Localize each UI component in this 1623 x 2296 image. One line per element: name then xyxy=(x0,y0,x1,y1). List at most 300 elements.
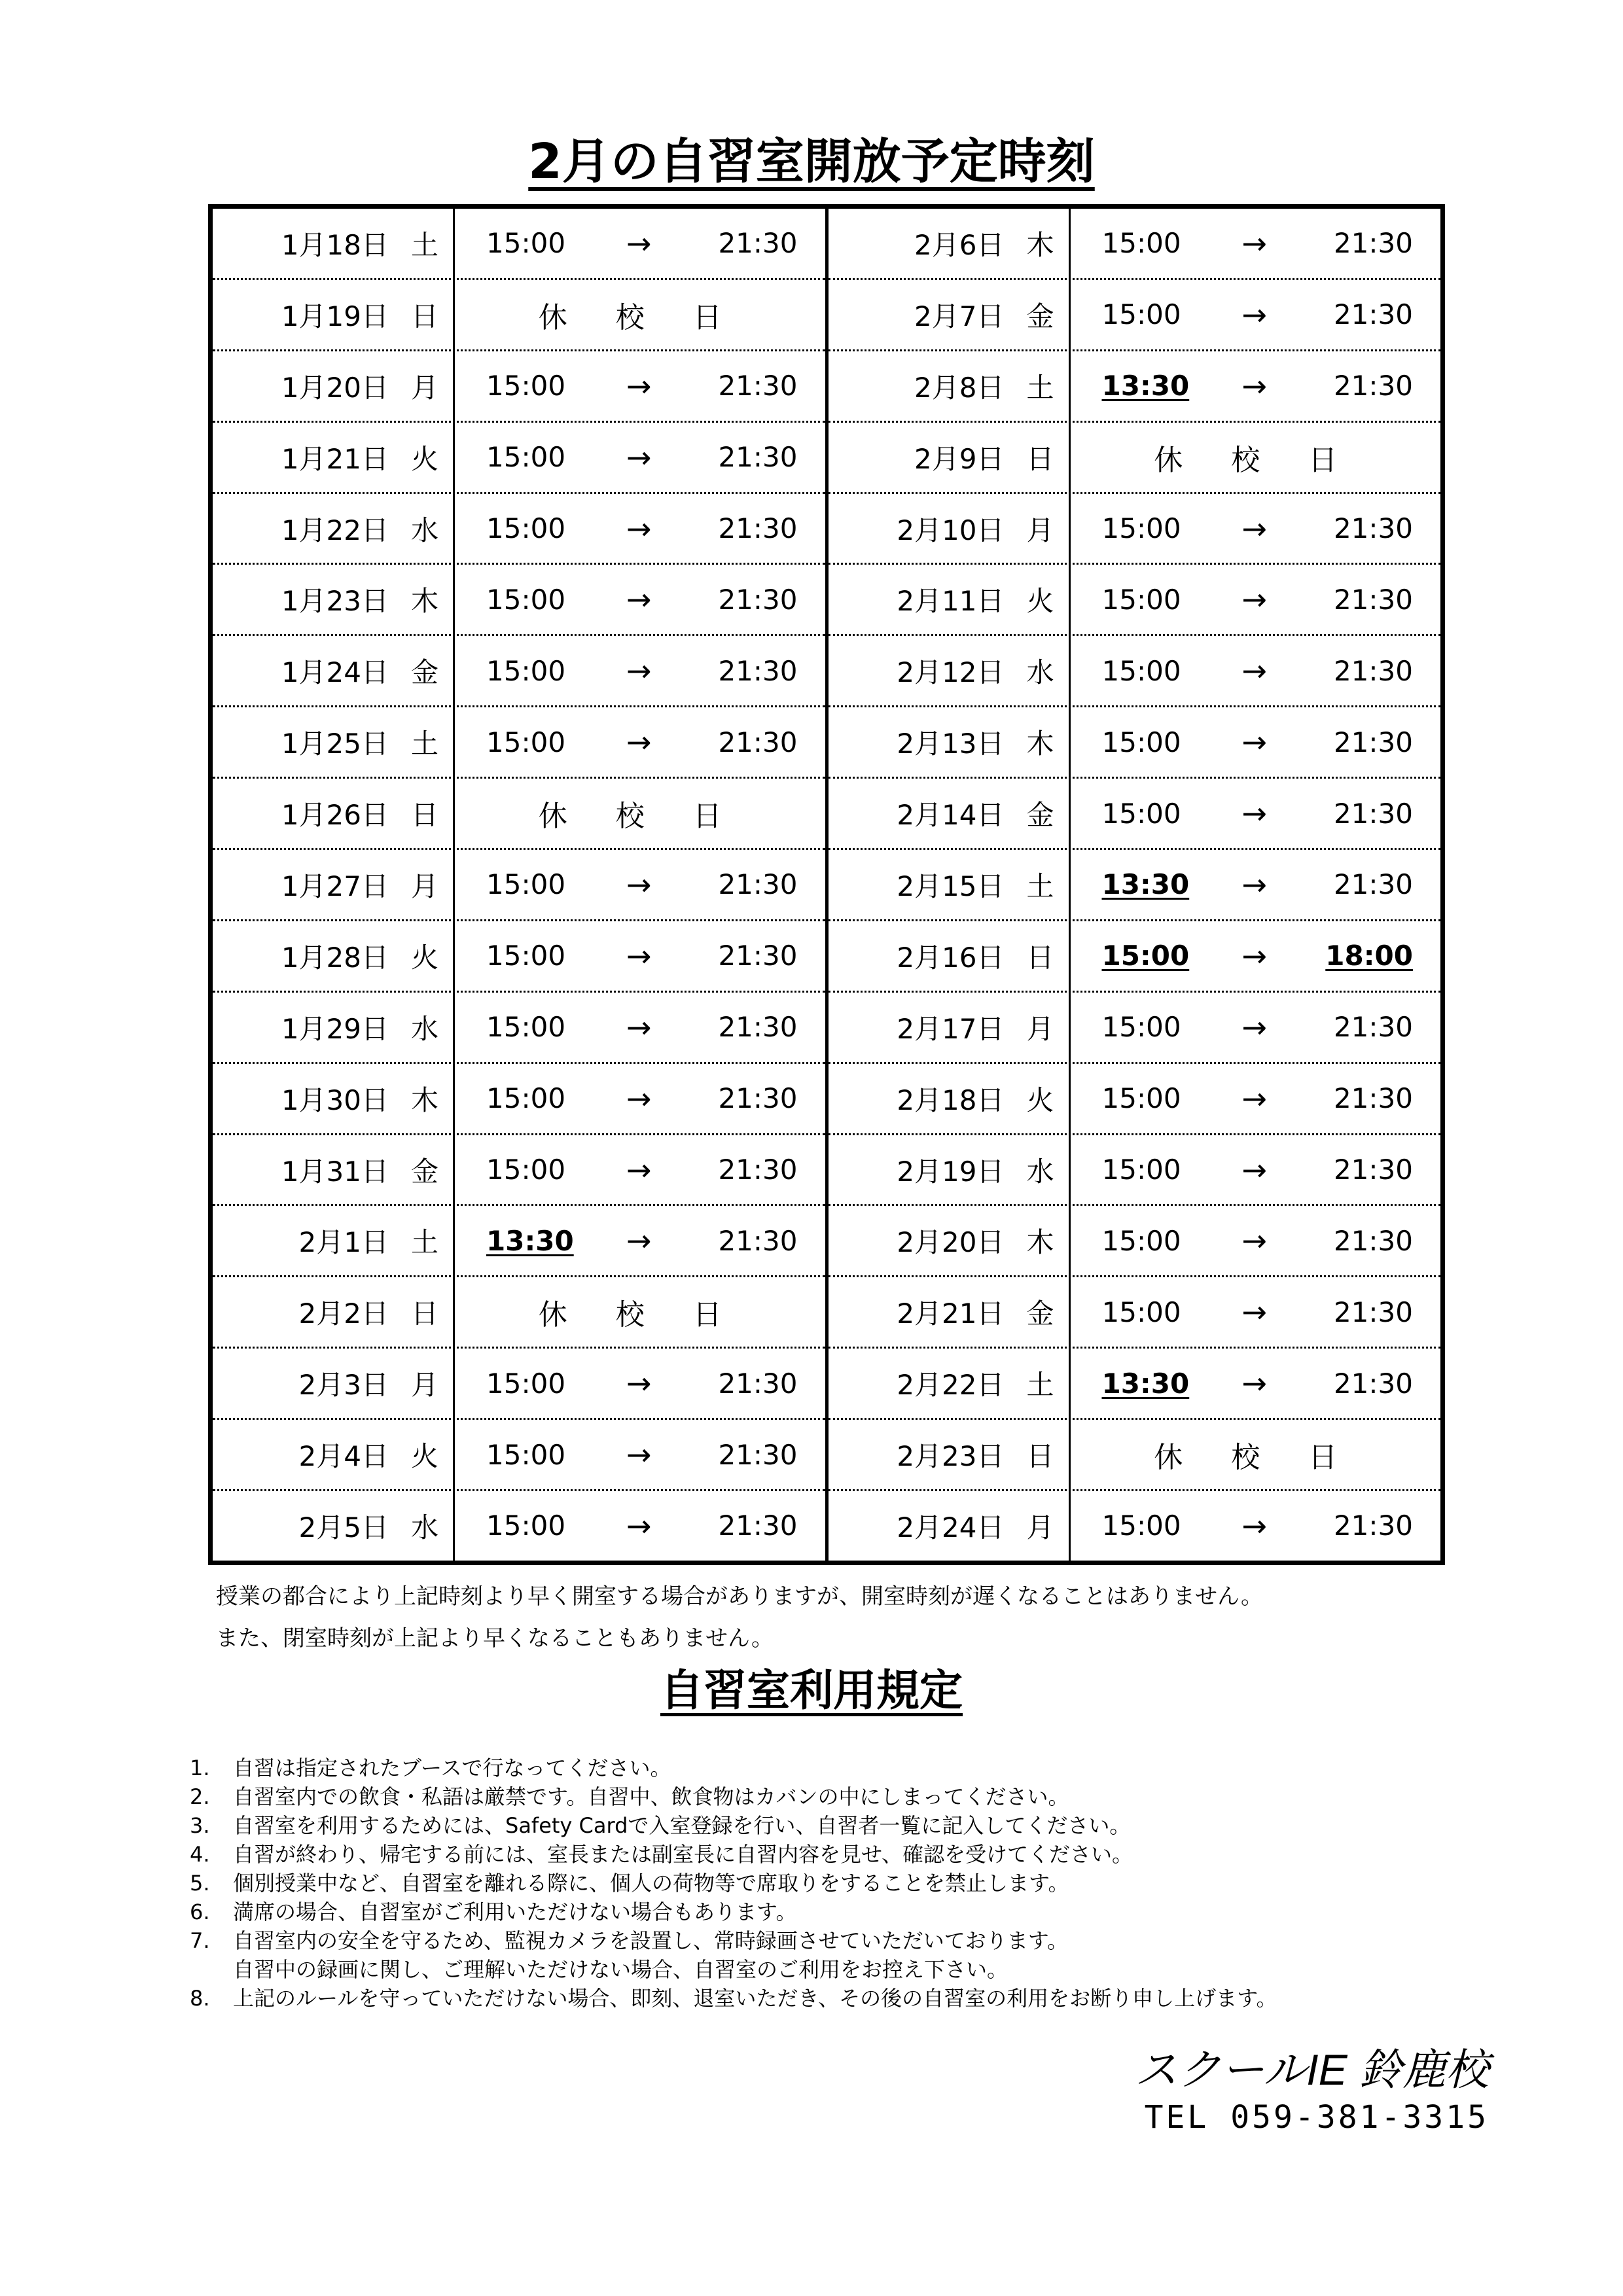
date-cell xyxy=(829,993,1071,1062)
open-time: 15:00 xyxy=(1101,1296,1181,1328)
weekday-label: 火 xyxy=(1026,585,1054,618)
time-cell xyxy=(455,1064,825,1133)
open-time: 13:30 xyxy=(1101,1367,1190,1400)
close-time: 21:30 xyxy=(718,1154,798,1186)
open-time: 15:00 xyxy=(486,940,566,972)
time-cell xyxy=(455,1206,825,1275)
time-cell xyxy=(1071,565,1441,634)
date-cell xyxy=(213,779,455,848)
arrow-right-icon: → xyxy=(626,225,652,261)
weekday-label: 木 xyxy=(1026,1226,1054,1259)
date-label: 1月18日 xyxy=(281,228,389,261)
date-label: 2月1日 xyxy=(298,1226,389,1259)
closed-label: 休 校 日 xyxy=(538,1298,741,1332)
schedule-row xyxy=(829,1420,1441,1491)
arrow-right-icon: → xyxy=(626,368,652,404)
rule-item: 7. 自習室内の安全を守るため、監視カメラを設置し、常時録画させていただいております。 xyxy=(190,1928,1069,1953)
arrow-right-icon: → xyxy=(1241,1508,1268,1544)
weekday-label: 土 xyxy=(410,1226,438,1259)
arrow-right-icon: → xyxy=(1241,582,1268,618)
arrow-right-icon: → xyxy=(1241,368,1268,404)
time-cell xyxy=(455,636,825,705)
date-cell xyxy=(829,565,1071,634)
open-time: 15:00 xyxy=(486,227,566,260)
time-cell xyxy=(455,707,825,777)
date-cell xyxy=(829,779,1071,848)
arrow-right-icon: → xyxy=(626,653,652,689)
close-time: 21:30 xyxy=(1333,512,1413,544)
arrow-right-icon: → xyxy=(1241,1366,1268,1402)
schedule-row xyxy=(213,1135,825,1207)
date-cell xyxy=(213,565,455,634)
weekday-label: 土 xyxy=(1026,1369,1054,1402)
weekday-label: 金 xyxy=(1026,799,1054,832)
schedule-row xyxy=(213,707,825,779)
schedule-row xyxy=(829,707,1441,779)
close-time: 21:30 xyxy=(718,1011,798,1044)
date-label: 2月21日 xyxy=(897,1298,1005,1330)
date-label: 1月28日 xyxy=(281,941,389,974)
closed-label: 休 校 日 xyxy=(538,800,741,834)
arrow-right-icon: → xyxy=(626,1009,652,1045)
open-time: 15:00 xyxy=(1101,1082,1181,1115)
open-time: 15:00 xyxy=(486,370,566,402)
date-label: 2月23日 xyxy=(897,1440,1005,1473)
note-line: 授業の都合により上記時刻より早く開室する場合がありますが、開室時刻が遅くなることはありません。 xyxy=(216,1583,1264,1610)
schedule-row xyxy=(213,1491,825,1561)
time-cell xyxy=(1071,1135,1441,1205)
arrow-right-icon: → xyxy=(626,1152,652,1188)
schedule-row xyxy=(213,1064,825,1135)
arrow-right-icon: → xyxy=(1241,510,1268,546)
time-cell xyxy=(1071,1349,1441,1418)
schedule-row xyxy=(213,1420,825,1491)
close-time: 21:30 xyxy=(1333,654,1413,687)
close-time: 21:30 xyxy=(1333,1296,1413,1328)
open-time: 15:00 xyxy=(486,1438,566,1471)
close-time: 21:30 xyxy=(718,370,798,402)
schedule-notes xyxy=(216,1576,1263,1659)
weekday-label: 土 xyxy=(1026,371,1054,404)
date-label: 2月2日 xyxy=(298,1298,389,1330)
close-time: 21:30 xyxy=(1333,1082,1413,1115)
date-cell xyxy=(213,707,455,777)
date-label: 2月20日 xyxy=(897,1226,1005,1259)
arrow-right-icon: → xyxy=(626,1223,652,1259)
arrow-right-icon: → xyxy=(1241,938,1268,974)
schedule-row xyxy=(829,850,1441,921)
date-label: 1月19日 xyxy=(281,300,389,332)
closed-label: 休 校 日 xyxy=(1154,443,1357,477)
schedule-row xyxy=(829,1206,1441,1277)
schedule-row xyxy=(213,993,825,1064)
open-time: 15:00 xyxy=(1101,1510,1181,1542)
school-phone: TEL 059-381-3315 xyxy=(1144,2099,1489,2136)
time-cell xyxy=(1071,850,1441,919)
date-label: 2月17日 xyxy=(897,1012,1005,1045)
close-time: 21:30 xyxy=(718,1082,798,1115)
weekday-label: 土 xyxy=(1026,870,1054,902)
date-cell xyxy=(213,1491,455,1561)
date-cell xyxy=(213,351,455,421)
schedule-row xyxy=(213,1277,825,1349)
date-cell xyxy=(829,351,1071,421)
date-label: 2月8日 xyxy=(914,371,1005,404)
schedule-row xyxy=(829,779,1441,850)
open-time: 15:00 xyxy=(1101,298,1181,331)
weekday-label: 土 xyxy=(410,228,438,261)
weekday-label: 月 xyxy=(410,371,438,404)
time-cell xyxy=(1071,1491,1441,1561)
open-time: 15:00 xyxy=(486,583,566,616)
open-time: 15:00 xyxy=(1101,1224,1181,1257)
schedule-row xyxy=(829,423,1441,494)
weekday-label: 金 xyxy=(410,656,438,689)
arrow-right-icon: → xyxy=(1241,296,1268,332)
time-cell xyxy=(1071,1277,1441,1347)
open-time: 15:00 xyxy=(1101,227,1181,260)
schedule-row xyxy=(213,779,825,850)
time-cell xyxy=(455,1491,825,1561)
schedule-row xyxy=(213,1206,825,1277)
close-time: 21:30 xyxy=(1333,1367,1413,1400)
schedule-row xyxy=(213,636,825,707)
weekday-label: 木 xyxy=(1026,728,1054,760)
weekday-label: 日 xyxy=(410,799,438,832)
schedule-row xyxy=(213,850,825,921)
close-time: 21:30 xyxy=(718,1224,798,1257)
date-label: 2月3日 xyxy=(298,1369,389,1402)
schedule-row xyxy=(829,1064,1441,1135)
date-label: 2月13日 xyxy=(897,728,1005,760)
time-cell xyxy=(1071,993,1441,1062)
date-cell xyxy=(829,1420,1071,1489)
schedule-row xyxy=(213,494,825,565)
open-time: 15:00 xyxy=(1101,654,1181,687)
arrow-right-icon: → xyxy=(1241,653,1268,689)
arrow-right-icon: → xyxy=(1241,1080,1268,1116)
date-cell xyxy=(213,1277,455,1347)
date-cell xyxy=(213,1206,455,1275)
rule-item: 3. 自習室を利用するためには、Safety Cardで入室登録を行い、自習者一覧に記入してください。 xyxy=(190,1813,1131,1838)
open-time: 15:00 xyxy=(486,1367,566,1400)
schedule-row xyxy=(829,209,1441,280)
time-cell xyxy=(1071,921,1441,991)
date-label: 1月25日 xyxy=(281,728,389,760)
date-cell xyxy=(213,423,455,492)
schedule-row xyxy=(829,280,1441,351)
close-time: 21:30 xyxy=(718,654,798,687)
weekday-label: 日 xyxy=(1026,941,1054,974)
weekday-label: 月 xyxy=(1026,1012,1054,1045)
close-time: 21:30 xyxy=(718,1438,798,1471)
date-label: 2月22日 xyxy=(897,1369,1005,1402)
time-cell xyxy=(1071,779,1441,848)
school-name: スクールIE 鈴鹿校 xyxy=(1134,2045,1489,2094)
date-label: 2月5日 xyxy=(298,1511,389,1544)
open-time: 15:00 xyxy=(486,868,566,901)
date-cell xyxy=(213,280,455,349)
schedule-row xyxy=(829,351,1441,423)
weekday-label: 水 xyxy=(1026,656,1054,689)
schedule-row xyxy=(829,921,1441,993)
time-cell xyxy=(455,494,825,563)
arrow-right-icon: → xyxy=(626,938,652,974)
open-time: 15:00 xyxy=(486,1082,566,1115)
time-cell xyxy=(455,1277,825,1347)
schedule-row xyxy=(829,1135,1441,1207)
time-cell xyxy=(455,921,825,991)
date-label: 2月16日 xyxy=(897,941,1005,974)
closed-label: 休 校 日 xyxy=(1154,1441,1357,1475)
date-label: 1月26日 xyxy=(281,799,389,832)
weekday-label: 月 xyxy=(410,1369,438,1402)
date-label: 1月30日 xyxy=(281,1084,389,1116)
date-cell xyxy=(213,921,455,991)
time-cell xyxy=(455,565,825,634)
weekday-label: 木 xyxy=(1026,228,1054,261)
date-cell xyxy=(213,1064,455,1133)
time-cell xyxy=(455,423,825,492)
date-cell xyxy=(829,280,1071,349)
weekday-label: 火 xyxy=(1026,1084,1054,1116)
weekday-label: 月 xyxy=(1026,514,1054,546)
weekday-label: 金 xyxy=(410,1155,438,1188)
date-cell xyxy=(829,1064,1071,1133)
date-label: 2月7日 xyxy=(914,300,1005,332)
weekday-label: 金 xyxy=(1026,1298,1054,1330)
open-time: 15:00 xyxy=(486,1154,566,1186)
arrow-right-icon: → xyxy=(1241,1152,1268,1188)
open-time: 13:30 xyxy=(486,1224,574,1257)
schedule-row xyxy=(829,1277,1441,1349)
note-line: また、閉室時刻が上記より早くなることもありません。 xyxy=(216,1625,774,1651)
date-cell xyxy=(829,1135,1071,1205)
time-cell xyxy=(1071,209,1441,278)
date-label: 2月15日 xyxy=(897,870,1005,902)
time-cell xyxy=(1071,1064,1441,1133)
weekday-label: 木 xyxy=(410,1084,438,1116)
arrow-right-icon: → xyxy=(626,439,652,475)
weekday-label: 金 xyxy=(1026,300,1054,332)
rule-item: 1. 自習は指定されたブースで行なってください。 xyxy=(190,1756,671,1780)
page-title: 2月の自習室開放予定時刻 xyxy=(528,133,1095,190)
date-label: 1月29日 xyxy=(281,1012,389,1045)
open-time: 15:00 xyxy=(486,1510,566,1542)
date-cell xyxy=(829,1206,1071,1275)
arrow-right-icon: → xyxy=(1241,1294,1268,1330)
schedule-row xyxy=(829,494,1441,565)
close-time: 21:30 xyxy=(718,726,798,758)
rule-item: 自習中の録画に関し、ご理解いただけない場合、自習室のご利用をお控え下さい。 xyxy=(233,1957,1008,1982)
close-time: 18:00 xyxy=(1325,940,1413,972)
date-cell xyxy=(213,1135,455,1205)
date-cell xyxy=(213,494,455,563)
arrow-right-icon: → xyxy=(626,1508,652,1544)
date-label: 2月19日 xyxy=(897,1155,1005,1188)
time-cell xyxy=(455,993,825,1062)
arrow-right-icon: → xyxy=(626,510,652,546)
schedule-column-right xyxy=(829,209,1441,1561)
close-time: 21:30 xyxy=(718,1367,798,1400)
rule-item: 4. 自習が終わり、帰宅する前には、室長または副室長に自習内容を見せ、確認を受けてください。 xyxy=(190,1842,1133,1867)
time-cell xyxy=(1071,1206,1441,1275)
time-cell xyxy=(1071,280,1441,349)
weekday-label: 日 xyxy=(410,300,438,332)
close-time: 21:30 xyxy=(1333,1224,1413,1257)
date-label: 2月4日 xyxy=(298,1440,389,1473)
close-time: 21:30 xyxy=(718,940,798,972)
close-time: 21:30 xyxy=(1333,797,1413,830)
arrow-right-icon: → xyxy=(1241,866,1268,902)
date-label: 1月20日 xyxy=(281,371,389,404)
arrow-right-icon: → xyxy=(626,1366,652,1402)
date-cell xyxy=(829,636,1071,705)
date-cell xyxy=(829,1349,1071,1418)
open-time: 15:00 xyxy=(486,654,566,687)
rule-item: 8. 上記のルールを守っていただけない場合、即刻、退室いただき、その後の自習室の利用をお断り申し上げます。 xyxy=(190,1986,1277,2011)
time-cell xyxy=(1071,707,1441,777)
date-label: 1月27日 xyxy=(281,870,389,902)
date-cell xyxy=(213,1349,455,1418)
date-cell xyxy=(829,1491,1071,1561)
arrow-right-icon: → xyxy=(626,582,652,618)
schedule-row xyxy=(213,565,825,636)
schedule-column-left xyxy=(213,209,829,1561)
open-time: 15:00 xyxy=(486,726,566,758)
weekday-label: 水 xyxy=(410,1012,438,1045)
date-cell xyxy=(213,993,455,1062)
weekday-label: 月 xyxy=(410,870,438,902)
close-time: 21:30 xyxy=(1333,583,1413,616)
rules-title: 自習室利用規定 xyxy=(660,1665,963,1716)
closed-label: 休 校 日 xyxy=(538,300,741,334)
time-cell xyxy=(455,351,825,421)
open-time: 15:00 xyxy=(1101,940,1190,972)
open-time: 15:00 xyxy=(486,441,566,474)
date-cell xyxy=(213,636,455,705)
arrow-right-icon: → xyxy=(1241,724,1268,760)
date-label: 1月23日 xyxy=(281,585,389,618)
schedule-row xyxy=(213,280,825,351)
date-cell xyxy=(213,1420,455,1489)
time-cell xyxy=(455,1420,825,1489)
date-label: 2月11日 xyxy=(897,585,1005,618)
arrow-right-icon: → xyxy=(626,866,652,902)
date-label: 1月21日 xyxy=(281,442,389,475)
date-label: 2月12日 xyxy=(897,656,1005,689)
close-time: 21:30 xyxy=(1333,370,1413,402)
date-label: 2月9日 xyxy=(914,442,1005,475)
close-time: 21:30 xyxy=(718,868,798,901)
date-cell xyxy=(829,494,1071,563)
date-cell xyxy=(829,707,1071,777)
time-cell xyxy=(1071,636,1441,705)
date-label: 1月24日 xyxy=(281,656,389,689)
schedule-row xyxy=(829,565,1441,636)
schedule-table xyxy=(208,204,1445,1565)
close-time: 21:30 xyxy=(718,583,798,616)
weekday-label: 日 xyxy=(410,1298,438,1330)
close-time: 21:30 xyxy=(1333,726,1413,758)
schedule-row xyxy=(213,423,825,494)
rules-list xyxy=(190,1754,1277,2013)
schedule-row xyxy=(213,1349,825,1420)
open-time: 15:00 xyxy=(1101,583,1181,616)
schedule-row xyxy=(829,993,1441,1064)
close-time: 21:30 xyxy=(1333,1154,1413,1186)
close-time: 21:30 xyxy=(718,441,798,474)
schedule-row xyxy=(213,921,825,993)
date-label: 2月14日 xyxy=(897,799,1005,832)
time-cell xyxy=(455,280,825,349)
close-time: 21:30 xyxy=(1333,868,1413,901)
rule-item: 6. 満席の場合、自習室がご利用いただけない場合もあります。 xyxy=(190,1899,797,1924)
open-time: 15:00 xyxy=(1101,797,1181,830)
open-time: 13:30 xyxy=(1101,370,1190,402)
weekday-label: 日 xyxy=(1026,442,1054,475)
weekday-label: 月 xyxy=(1026,1511,1054,1544)
time-cell xyxy=(1071,351,1441,421)
time-cell xyxy=(1071,494,1441,563)
open-time: 15:00 xyxy=(1101,1011,1181,1044)
weekday-label: 水 xyxy=(1026,1155,1054,1188)
date-label: 2月6日 xyxy=(914,228,1005,261)
arrow-right-icon: → xyxy=(626,1437,652,1473)
close-time: 21:30 xyxy=(1333,1510,1413,1542)
time-cell xyxy=(1071,423,1441,492)
close-time: 21:30 xyxy=(1333,298,1413,331)
time-cell xyxy=(455,1349,825,1418)
weekday-label: 火 xyxy=(410,941,438,974)
arrow-right-icon: → xyxy=(1241,796,1268,832)
open-time: 15:00 xyxy=(486,512,566,544)
weekday-label: 日 xyxy=(1026,1440,1054,1473)
weekday-label: 木 xyxy=(410,585,438,618)
schedule-row xyxy=(213,209,825,280)
open-time: 15:00 xyxy=(1101,512,1181,544)
arrow-right-icon: → xyxy=(1241,1223,1268,1259)
open-time: 15:00 xyxy=(486,1011,566,1044)
date-label: 2月10日 xyxy=(897,514,1005,546)
weekday-label: 水 xyxy=(410,1511,438,1544)
date-cell xyxy=(829,209,1071,278)
weekday-label: 火 xyxy=(410,442,438,475)
time-cell xyxy=(455,209,825,278)
time-cell xyxy=(455,1135,825,1205)
close-time: 21:30 xyxy=(718,512,798,544)
rule-item: 5. 個別授業中など、自習室を離れる際に、個人の荷物等で席取りをすることを禁止します。 xyxy=(190,1871,1069,1896)
date-cell xyxy=(829,850,1071,919)
weekday-label: 土 xyxy=(410,728,438,760)
date-cell xyxy=(829,423,1071,492)
date-label: 1月31日 xyxy=(281,1155,389,1188)
date-cell xyxy=(213,209,455,278)
open-time: 13:30 xyxy=(1101,868,1190,901)
weekday-label: 火 xyxy=(410,1440,438,1473)
schedule-row xyxy=(829,1491,1441,1561)
schedule-row xyxy=(829,636,1441,707)
close-time: 21:30 xyxy=(718,227,798,260)
arrow-right-icon: → xyxy=(1241,225,1268,261)
arrow-right-icon: → xyxy=(626,1080,652,1116)
close-time: 21:30 xyxy=(1333,227,1413,260)
close-time: 21:30 xyxy=(718,1510,798,1542)
open-time: 15:00 xyxy=(1101,726,1181,758)
weekday-label: 水 xyxy=(410,514,438,546)
rule-item: 2. 自習室内での飲食・私語は厳禁です。自習中、飲食物はカバンの中にしまってください。 xyxy=(190,1784,1069,1809)
time-cell xyxy=(455,850,825,919)
